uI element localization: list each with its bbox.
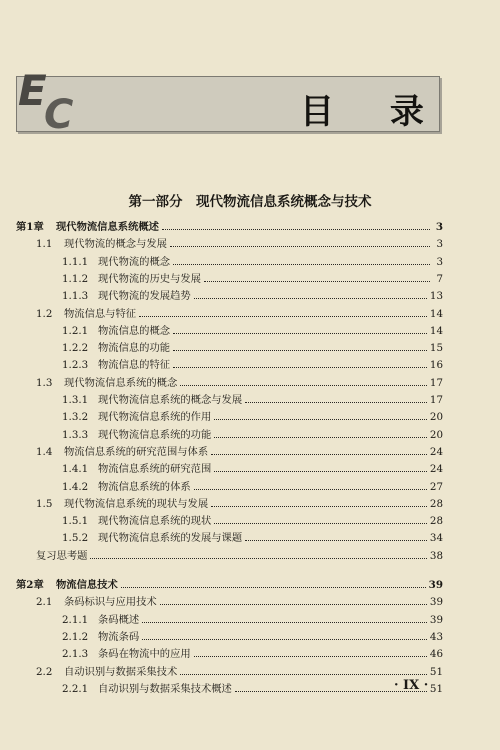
toc-entry-number: 1.3.3	[62, 428, 89, 441]
dot-leader	[194, 656, 427, 657]
toc-entry-title: 复习思考题	[36, 549, 88, 562]
toc-entry	[62, 612, 443, 628]
toc-entry-title: 物流信息的概念	[98, 324, 171, 337]
toc-entry-number: 1.2.1	[62, 324, 89, 337]
toc-entry-title: 现代物流的概念	[98, 255, 171, 268]
toc-entry-title: 现代物流信息系统的概念	[64, 376, 178, 389]
toc-entry-number: 1.5	[36, 497, 53, 510]
toc-entry-title: 现代物流信息系统的作用	[98, 411, 212, 424]
toc-entry-page: 3	[435, 221, 443, 233]
toc-entry-number: 2.1.2	[62, 630, 89, 643]
toc-entry	[62, 271, 443, 287]
toc-entry	[62, 461, 443, 477]
toc-entry-page: 24	[429, 445, 443, 458]
toc-entry	[62, 646, 443, 662]
toc-entry-title: 现代物流信息系统概述	[56, 221, 159, 233]
toc-entry	[62, 629, 443, 645]
toc-entry	[36, 444, 443, 460]
toc-entry	[36, 548, 443, 564]
toc-entry	[62, 357, 443, 373]
toc-entry	[62, 427, 443, 443]
toc-entry-number: 1.4	[36, 445, 53, 458]
dot-leader	[180, 674, 427, 675]
toc-entry-title: 条码概述	[98, 613, 140, 626]
toc-entry-number: 1.2.3	[62, 359, 89, 372]
dot-leader	[170, 246, 430, 247]
dot-leader	[211, 506, 427, 507]
toc-entry	[36, 306, 443, 322]
dot-leader	[214, 523, 427, 524]
toc-entry-number: 1.2	[36, 307, 53, 320]
dot-leader	[211, 454, 427, 455]
toc-entry-number: 1.4.1	[62, 463, 89, 476]
toc-entry-page: 51	[429, 665, 443, 678]
ec-logo-e: E	[18, 66, 47, 115]
toc-entry	[36, 594, 443, 610]
toc-entry-number: 2.2	[36, 665, 53, 678]
toc-entry	[62, 479, 443, 495]
toc-entry-page: 24	[429, 463, 443, 476]
toc-entry-number: 1.5.1	[62, 515, 89, 528]
toc-entry-page: 39	[429, 613, 443, 626]
toc-entry	[16, 577, 443, 593]
toc-entry-page: 17	[429, 394, 443, 406]
dot-leader	[214, 471, 427, 472]
toc-entry-page: 39	[428, 579, 443, 591]
dot-leader	[173, 367, 427, 368]
toc-entry-page: 27	[429, 480, 443, 493]
toc-entry-title: 现代物流的发展趋势	[98, 290, 191, 303]
dot-leader	[139, 316, 427, 317]
dot-leader	[90, 558, 426, 559]
toc-entry-page: 16	[429, 359, 443, 372]
dot-leader	[214, 437, 427, 438]
toc-entry-title: 物流条码	[98, 630, 140, 643]
toc-entry	[36, 375, 443, 391]
toc-entry-page: 28	[429, 497, 443, 510]
toc-entry-title: 物流信息技术	[56, 579, 118, 591]
toc-entry-number: 1.1	[36, 238, 53, 251]
toc-entry-title: 现代物流信息系统的概念与发展	[98, 394, 243, 406]
toc-entry-title: 物流信息系统的研究范围	[98, 463, 212, 476]
toc-entry-title: 物流信息系统的研究范围与体系	[64, 445, 209, 458]
toc-entry-title: 物流信息系统的体系	[98, 480, 191, 493]
toc-entry-page: 43	[429, 630, 443, 643]
toc-entry-page: 20	[429, 411, 443, 424]
toc-entry-title: 物流信息的特征	[98, 359, 171, 372]
toc-entry-number: 2.1	[36, 596, 53, 609]
toc-entry-page: 7	[436, 272, 443, 285]
toc-entry-number: 2.1.3	[62, 648, 89, 661]
ec-logo-c: C	[44, 92, 74, 138]
toc-entry-title: 条码标识与应用技术	[64, 596, 157, 609]
toc-entry-number: 1.3	[36, 376, 53, 389]
toc-entry	[62, 340, 443, 356]
dot-leader	[121, 587, 426, 588]
toc-entry-number: 1.1.2	[62, 272, 89, 285]
toc-entry-title: 现代物流信息系统的功能	[98, 428, 212, 441]
toc-entry-title: 自动识别与数据采集技术	[64, 665, 178, 678]
dot-leader	[180, 385, 427, 386]
toc-entry-page: 20	[429, 428, 443, 441]
toc-entry-page: 3	[436, 255, 443, 268]
toc-entry	[36, 664, 443, 680]
dot-leader	[194, 298, 427, 299]
toc-entry-page: 34	[429, 532, 443, 545]
page-number: · IX ·	[394, 678, 429, 693]
dot-leader	[204, 281, 430, 282]
toc-entry-page: 46	[429, 648, 443, 661]
toc-entry-number: 2.2.1	[62, 682, 89, 695]
toc-entry-page: 51	[429, 682, 443, 695]
dot-leader	[214, 419, 427, 420]
dot-leader	[173, 333, 427, 334]
toc-entry-title: 物流信息与特征	[64, 307, 137, 320]
toc-entry-number: 1.3.2	[62, 411, 89, 424]
toc-entry-number: 1.5.2	[62, 532, 89, 545]
toc-entry-title: 现代物流的历史与发展	[98, 272, 201, 285]
toc-entry-number: 第2章	[16, 579, 44, 591]
toc-entry-page: 3	[436, 238, 443, 251]
dot-leader	[160, 604, 427, 605]
toc-entry	[62, 392, 443, 408]
toc-entry-number: 第1章	[16, 221, 44, 233]
toc-entry-page: 17	[429, 376, 443, 389]
dot-leader	[194, 489, 427, 490]
toc-entry-page: 14	[429, 324, 443, 337]
toc-entry-number: 2.1.1	[62, 613, 89, 626]
dot-leader	[173, 350, 427, 351]
toc-entry-title: 自动识别与数据采集技术概述	[98, 682, 232, 695]
toc-entry-number: 1.1.3	[62, 290, 89, 303]
toc-entry-title: 条码在物流中的应用	[98, 648, 191, 661]
toc-entry-title: 现代物流信息系统的现状	[98, 515, 212, 528]
toc-entry-number: 1.1.1	[62, 255, 89, 268]
toc-entry	[62, 409, 443, 425]
page-title: 目 录	[300, 92, 446, 132]
toc-entry-page: 39	[429, 596, 443, 609]
toc-entry-number: 1.4.2	[62, 480, 89, 493]
toc-entry	[62, 323, 443, 339]
toc-entry-page: 15	[429, 342, 443, 355]
toc-entry	[62, 530, 443, 546]
toc-entry-page: 28	[429, 515, 443, 528]
toc-entry	[36, 496, 443, 512]
toc-entry	[36, 236, 443, 252]
toc-entry	[62, 288, 443, 304]
dot-leader	[162, 229, 430, 230]
toc-entry-title: 现代物流信息系统的发展与课题	[98, 532, 243, 545]
toc-entry	[62, 681, 443, 697]
toc-entry-number: 1.2.2	[62, 342, 89, 355]
toc-entry	[62, 513, 443, 529]
toc-entry	[62, 254, 443, 270]
dot-leader	[245, 540, 427, 541]
dot-leader	[245, 402, 427, 403]
toc-entry-number: 1.3.1	[62, 394, 89, 406]
toc-entry-page: 14	[429, 307, 443, 320]
toc-entry-page: 13	[429, 290, 443, 303]
toc-entry-title: 现代物流信息系统的现状与发展	[64, 497, 209, 510]
toc-entry-title: 物流信息的功能	[98, 342, 171, 355]
dot-leader	[142, 622, 427, 623]
toc-entry-title: 现代物流的概念与发展	[64, 238, 167, 251]
part-title: 第一部分 现代物流信息系统概念与技术	[128, 194, 372, 210]
toc-entry	[16, 219, 443, 235]
dot-leader	[142, 639, 427, 640]
dot-leader	[173, 264, 430, 265]
toc-entry-page: 38	[429, 549, 443, 562]
